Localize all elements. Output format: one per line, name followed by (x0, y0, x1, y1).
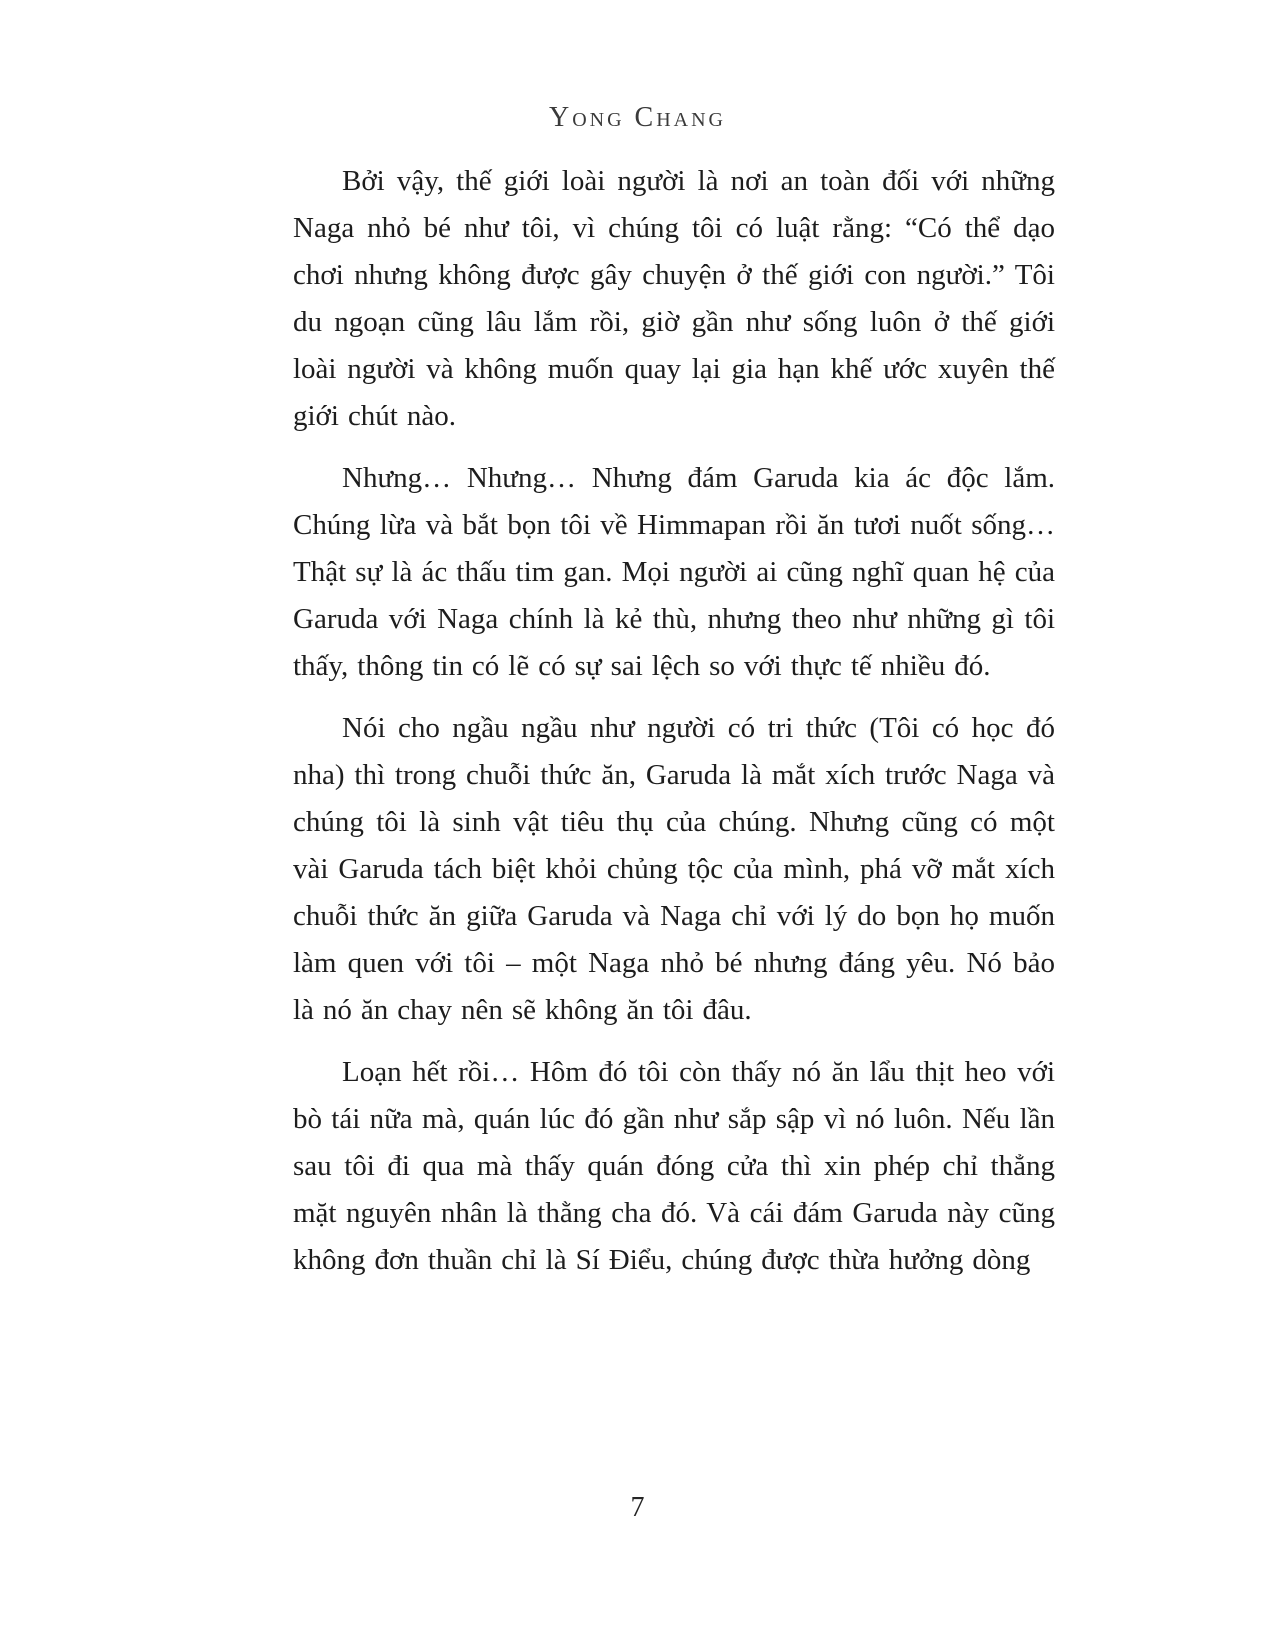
paragraph: Bởi vậy, thế giới loài người là nơi an toàn đối với những Naga nhỏ bé như tôi, vì chúng tôi có luật rằng: “Có thể dạo chơi nhưng không được gây chuyện ở thế giới con người.” Tôi du ngoạn cũng lâu lắm rồi, giờ gần như sống luôn ở thế giới loài người và không muốn quay lại gia hạn khế ước xuyên thế giới chút nào. (293, 165, 1055, 432)
paragraph: Loạn hết rồi… Hôm đó tôi còn thấy nó ăn lẩu thịt heo với bò tái nữa mà, quán lúc đó gần như sắp sập vì nó luôn. Nếu lần sau tôi đi qua mà thấy quán đóng cửa thì xin phép chỉ thẳng mặt nguyên nhân là thằng cha đó. Và cái đám Garuda này cũng không đơn thuần chỉ là Sí Điểu, chúng được thừa hưởng dòng (293, 1056, 1055, 1276)
paragraph: Nói cho ngầu ngầu như người có tri thức (Tôi có học đó nha) thì trong chuỗi thức ăn, Garuda là mắt xích trước Naga và chúng tôi là sinh vật tiêu thụ của chúng. Nhưng cũng có một vài Garuda tách biệt khỏi chủng tộc của mình, phá vỡ mắt xích chuỗi thức ăn giữa Garuda và Naga chỉ với lý do bọn họ muốn làm quen với tôi – một Naga nhỏ bé nhưng đáng yêu. Nó bảo là nó ăn chay nên sẽ không ăn tôi đâu. (293, 712, 1055, 1026)
running-header: Yong Chang (549, 102, 726, 133)
paragraph: Nhưng… Nhưng… Nhưng đám Garuda kia ác độc lắm. Chúng lừa và bắt bọn tôi về Himmapan rồi ăn tươi nuốt sống… Thật sự là ác thấu tim gan. Mọi người ai cũng nghĩ quan hệ của Garuda với Naga chính là kẻ thù, nhưng theo như những gì tôi thấy, thông tin có lẽ có sự sai lệch so với thực tế nhiều đó. (293, 462, 1055, 682)
page-number: 7 (630, 1492, 645, 1523)
body-text (293, 158, 1055, 1299)
